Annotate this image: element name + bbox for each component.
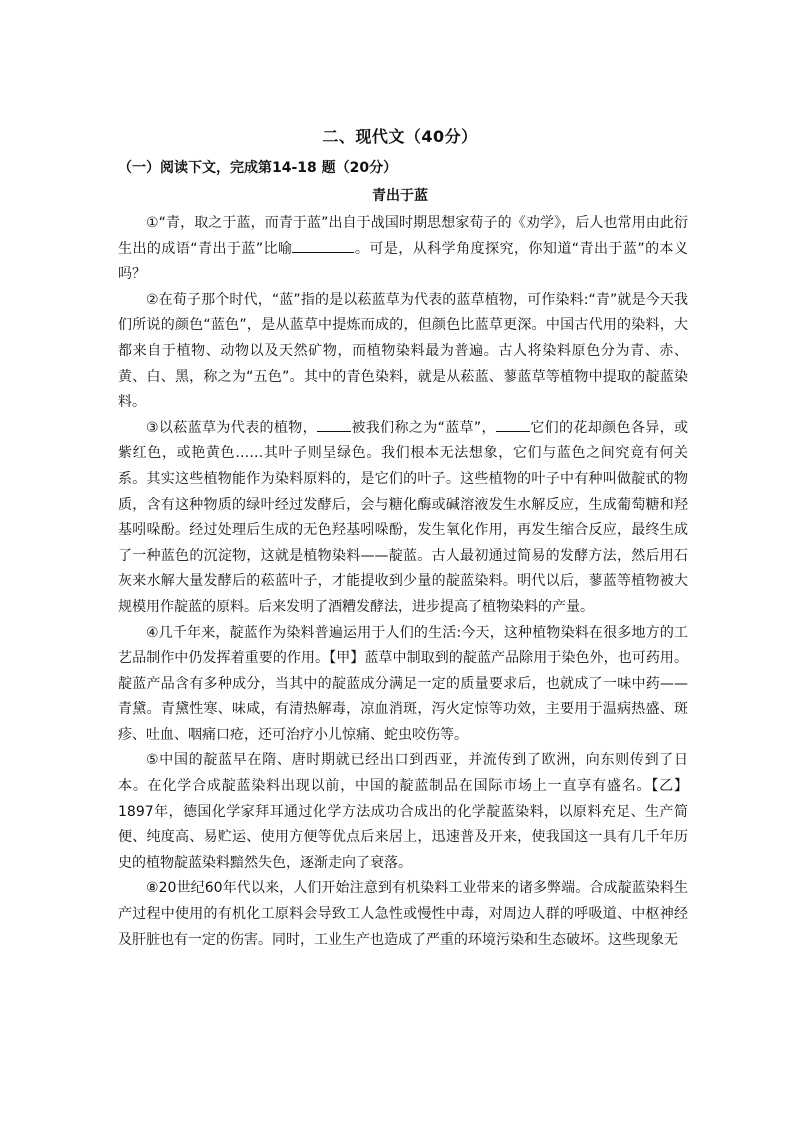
passage-title: 青出于蓝 [372, 188, 428, 204]
paragraph-6: ⑧20世纪60年代以来，人们开始注意到有机染料工业带来的诸多弊端。合成靛蓝染料生产过程中使用的有机化工原料会导致工人急性或慢性中毒，对周边人群的呼吸道、中枢神经及肝脏也有一定的伤害。同时，工业生产也造成了严重的环境污染和生态破坏。这些现象无 [118, 880, 688, 948]
question-group-heading: （一）阅读下文，完成第14-18 题（20分） [118, 160, 398, 176]
paragraph-3-text-end: 它们的花却颜色各异，或紫红色，或艳黄色……其叶子则呈绿色。我们根本无法想象，它们与蓝色之间究竟有何关系。其实这些植物能作为染料原料的，是它们的叶子。这些植物的叶子中有种叫做靛甙的物质，含有这种物质的绿叶经过发酵后，会与糖化酶或碱溶液发生水解反应，生成葡萄糖和羟基吲哚酚。经过处理后生成的无色羟基吲哚酚，发生氧化作用，再发生缩合反应，最终生成了一种蓝色的沉淀物，这就是植物染料——靛蓝。古人最初通过简易的发酵方法，然后用石灰来水解大量发酵后的菘蓝叶子，才能提收到少量的靛蓝染料。明代以后，蓼蓝等植物被大规模用作靛蓝的原料。后来发明了酒糟发酵法，进步提高了植物染料的产量。 [118, 419, 688, 615]
paragraph-1-text-before-blank: ①“青，取之于蓝，而青于蓝”出自于战国时期思想家荀子的《劝学》，后人也常用由此衍生出的成语“青出于蓝”比喻 [118, 215, 688, 257]
paragraph-5: ⑤中国的靛蓝早在隋、唐时期就已经出口到西亚，并流传到了欧洲，向东则传到了日本。在化学合成靛蓝染料出现以前，中国的靛蓝制品在国际市场上一直享有盛名。【乙】1897年，德国化学家拜耳通过化学方法成功合成出的化学靛蓝染料，以原料充足、生产简便、纯度高、易贮运、使用方便等优点后来居上，迅速普及开来，使我国这一具有几千年历史的植物靛蓝染料黯然失色，逐渐走向了衰落。 [118, 752, 688, 871]
paragraph-4: ④几千年来，靛蓝作为染料普遍运用于人们的生活:今天，这种植物染料在很多地方的工艺品制作中仍发挥着重要的作用。【甲】蓝草中制取到的靛蓝产品除用于染色外，也可药用。靛蓝产品含有多种成分，当其中的靛蓝成分满足一定的质量要求后，也就成了一味中药——青黛。青黛性寒、味咸，有清热解毒，凉血消斑，泻火定惊等功效，主要用于温病热盛、斑疹、吐血、咽痛口疮，还可治疗小儿惊痛、蛇虫咬伤等。 [118, 624, 688, 743]
answer-blank [292, 238, 354, 253]
paragraph-3 [118, 416, 688, 621]
paragraph-1 [118, 211, 688, 288]
section-heading: 二、现代文（40分） [322, 127, 478, 146]
paragraph-1-text-after-blank: 。可是，从科学角度探究，你知道“青出于蓝”的本义吗？ [118, 240, 688, 283]
paragraph-2: ②在荀子那个时代，“蓝”指的是以菘蓝草为代表的蓝草植物，可作染料:“青”就是今天我们所说的颜色“蓝色”，是从蓝草中提炼而成的，但颜色比蓝草更深。中国古代用的染料，大都来自于植物、动物以及天然矿物，而植物染料最为普遍。古人将染料原色分为青、赤、黄、白、黑，称之为“五色”。其中的青色染料，就是从菘蓝、蓼蓝草等植物中提取的靛蓝染料。 [118, 291, 688, 411]
paragraph-3-text-start: ③以菘蓝草为代表的植物， [146, 419, 317, 436]
paragraph-3-text-middle: 被我们称之为“蓝草”， [350, 419, 496, 436]
answer-blank [317, 417, 351, 432]
passage-body [118, 211, 688, 953]
answer-blank [496, 417, 530, 432]
